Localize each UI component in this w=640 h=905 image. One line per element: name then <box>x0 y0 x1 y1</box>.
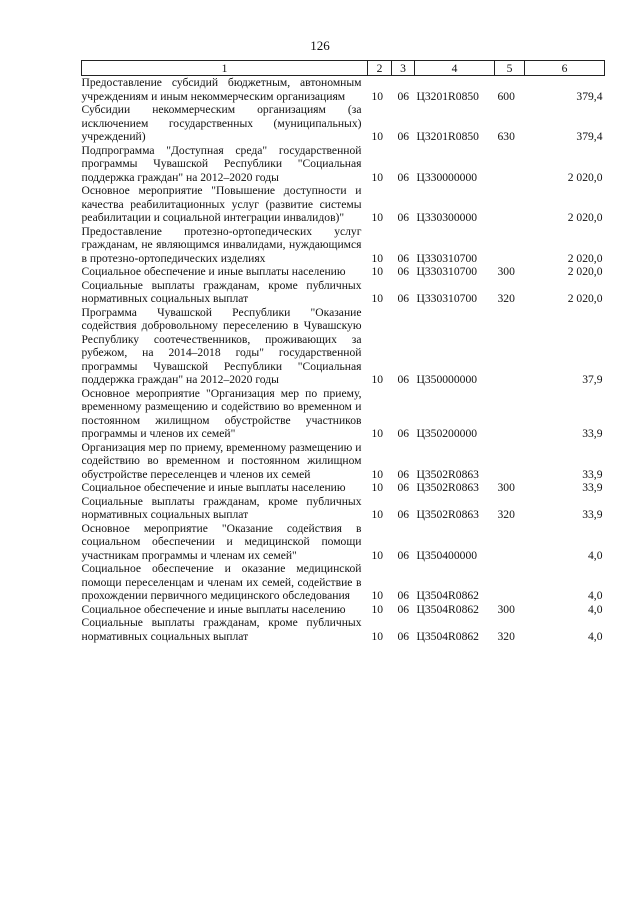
row-target-article: Ц3201R0850 <box>416 89 479 103</box>
row-description: Основное мероприятие "Повышение доступности и качества реабилитационных услуг (развитие системы реабилитации и социальной интеграции инвалидов)" <box>81 184 362 224</box>
row-section-code: 10 <box>371 170 384 184</box>
row-expense-type <box>495 306 525 387</box>
row-description: Субсидии некоммерческим организациям (за исключением государственных (муниципальных) учреждений) <box>81 103 362 143</box>
row-subsection-code: 06 <box>397 589 410 602</box>
row-amount: 4,0 <box>588 602 603 616</box>
row-amount: 2 020,0 <box>567 170 603 184</box>
row-subsection-code: 06 <box>397 89 410 103</box>
row-amount: 379,4 <box>576 89 603 103</box>
row-expense-type <box>495 441 525 482</box>
row-subsection-code: 06 <box>397 211 410 224</box>
row-description: Социальное обеспечение и иные выплаты населению <box>81 602 346 616</box>
row-expense-type <box>495 562 525 603</box>
row-expense-type <box>495 144 525 185</box>
row-section-code: 10 <box>371 130 384 143</box>
row-section-code: 10 <box>371 629 384 643</box>
row-section-code: 10 <box>371 265 384 278</box>
row-section-code: 10 <box>371 251 384 265</box>
row-expense-type: 320 <box>497 508 515 521</box>
table-row <box>82 76 605 104</box>
row-description: Предоставление протезно-ортопедических услуг гражданам, не являющимся инвалидами, нуждающимся в протезно-ортопедических изделиях <box>81 224 362 265</box>
row-target-article: Ц330000000 <box>416 170 478 184</box>
row-amount: 4,0 <box>588 548 603 562</box>
row-expense-type: 600 <box>497 89 515 103</box>
row-expense-type: 630 <box>497 130 515 143</box>
row-target-article: Ц3502R0863 <box>416 467 479 481</box>
row-target-article: Ц330310700 <box>416 292 478 305</box>
row-section-code: 10 <box>371 292 384 305</box>
table-row <box>82 144 605 185</box>
row-description: Организация мер по приему, временному размещению и содействию во временном и постоянном жилищном обустройстве переселенцев и членов их семей <box>81 440 362 481</box>
row-description: Предоставление субсидий бюджетным, автономным учреждениям и иным некоммерческим организациям <box>81 76 362 103</box>
row-amount: 33,9 <box>582 427 603 440</box>
row-section-code: 10 <box>371 602 384 616</box>
row-subsection-code: 06 <box>397 427 410 440</box>
row-subsection-code: 06 <box>397 548 410 562</box>
row-subsection-code: 06 <box>397 508 410 521</box>
table-row <box>82 616 605 643</box>
column-header-3: 3 <box>392 61 415 76</box>
table-row <box>82 306 605 387</box>
row-amount: 2 020,0 <box>567 292 603 305</box>
table-header-row <box>82 61 605 76</box>
table-row <box>82 265 605 279</box>
table-row <box>82 522 605 563</box>
row-amount: 33,9 <box>582 481 603 494</box>
row-subsection-code: 06 <box>397 602 410 616</box>
row-subsection-code: 06 <box>397 629 410 643</box>
budget-table <box>81 60 605 643</box>
row-amount: 2 020,0 <box>567 265 603 278</box>
row-target-article: Ц330310700 <box>416 251 478 265</box>
row-subsection-code: 06 <box>397 481 410 494</box>
row-expense-type: 300 <box>497 602 515 616</box>
row-expense-type: 320 <box>497 629 515 643</box>
row-target-article: Ц3502R0863 <box>416 508 479 521</box>
row-section-code: 10 <box>371 89 384 103</box>
table-row <box>82 441 605 482</box>
row-description: Социальное обеспечение и иные выплаты населению <box>81 481 346 494</box>
row-expense-type: 300 <box>497 265 515 278</box>
row-target-article: Ц350200000 <box>416 427 478 440</box>
row-section-code: 10 <box>371 467 384 481</box>
row-amount: 4,0 <box>588 589 603 602</box>
row-section-code: 10 <box>371 548 384 562</box>
table-row <box>82 495 605 522</box>
row-description: Подпрограмма "Доступная среда" государственной программы Чувашской Республики "Социальная поддержка граждан" на 2012–2020 годы <box>81 143 362 184</box>
row-expense-type <box>495 387 525 441</box>
column-header-6: 6 <box>525 61 605 76</box>
row-description: Социальное обеспечение и оказание медицинской помощи переселенцам и членам их семей, содействие в прохождении первичного медицинского обследования <box>81 562 362 602</box>
row-subsection-code: 06 <box>397 130 410 143</box>
row-expense-type <box>495 184 525 225</box>
row-section-code: 10 <box>371 427 384 440</box>
row-subsection-code: 06 <box>397 251 410 265</box>
row-expense-type <box>495 225 525 266</box>
page-number: 126 <box>310 38 330 53</box>
row-description: Социальные выплаты гражданам, кроме публичных нормативных социальных выплат <box>81 278 362 305</box>
row-section-code: 10 <box>371 589 384 602</box>
row-expense-type <box>495 522 525 563</box>
column-header-4: 4 <box>415 61 495 76</box>
row-target-article: Ц3504R0862 <box>416 629 479 643</box>
row-amount: 2 020,0 <box>567 251 603 265</box>
row-target-article: Ц350400000 <box>416 548 478 562</box>
row-description: Программа Чувашской Республики "Оказание содействия добровольному переселению в Чувашскую Республику соотечественников, проживающих за рубежом, на 2014–2018 годы" государственной программы Чувашской Республики "Социальная поддержка граждан" на 2012–2020 годы <box>81 305 362 386</box>
row-target-article: Ц330310700 <box>416 265 478 278</box>
row-description: Социальные выплаты гражданам, кроме публичных нормативных социальных выплат <box>81 494 362 521</box>
row-amount: 379,4 <box>576 130 603 143</box>
table-row <box>82 103 605 144</box>
table-row <box>82 184 605 225</box>
row-subsection-code: 06 <box>397 373 410 386</box>
table-row <box>82 562 605 603</box>
row-section-code: 10 <box>371 481 384 494</box>
row-description: Социальное обеспечение и иные выплаты населению <box>81 265 346 278</box>
row-section-code: 10 <box>371 373 384 386</box>
table-row <box>82 279 605 306</box>
row-subsection-code: 06 <box>397 467 410 481</box>
column-header-1: 1 <box>82 61 368 76</box>
row-description: Основное мероприятие "Организация мер по приему, временному размещению и содействию во временном и постоянном жилищном обустройстве участников программы и членов их семей" <box>81 386 362 440</box>
table-row <box>82 481 605 495</box>
row-description: Социальные выплаты гражданам, кроме публичных нормативных социальных выплат <box>81 616 362 643</box>
row-amount: 2 020,0 <box>567 211 603 224</box>
row-target-article: Ц3504R0862 <box>416 589 479 602</box>
row-amount: 37,9 <box>582 373 603 386</box>
row-target-article: Ц3201R0850 <box>416 130 479 143</box>
row-target-article: Ц3502R0863 <box>416 481 479 494</box>
row-target-article: Ц3504R0862 <box>416 602 479 616</box>
table-row <box>82 225 605 266</box>
row-amount: 4,0 <box>588 629 603 643</box>
row-amount: 33,9 <box>582 508 603 521</box>
row-target-article: Ц330300000 <box>416 211 478 224</box>
row-subsection-code: 06 <box>397 170 410 184</box>
table-row <box>82 603 605 617</box>
row-expense-type: 300 <box>497 481 515 494</box>
row-amount: 33,9 <box>582 467 603 481</box>
row-subsection-code: 06 <box>397 292 410 305</box>
row-target-article: Ц350000000 <box>416 373 478 386</box>
row-subsection-code: 06 <box>397 265 410 278</box>
row-expense-type: 320 <box>497 292 515 305</box>
row-section-code: 10 <box>371 211 384 224</box>
column-header-5: 5 <box>495 61 525 76</box>
column-header-2: 2 <box>368 61 392 76</box>
row-section-code: 10 <box>371 508 384 521</box>
row-description: Основное мероприятие "Оказание содействия в социальном обеспечении и медицинской помощи участникам программы и членам их семей" <box>81 521 362 562</box>
table-row <box>82 387 605 441</box>
